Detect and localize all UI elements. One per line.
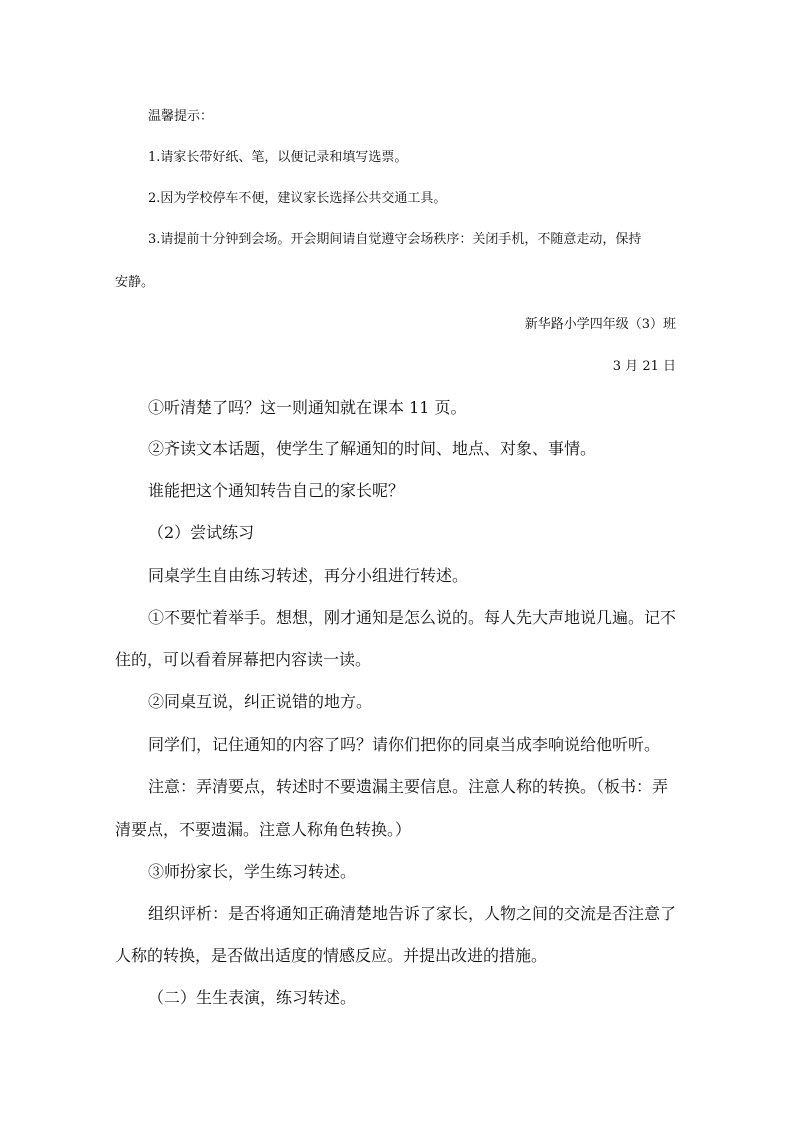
notice-tip-1: 1.请家长带好纸、笔，以便记录和填写选票。 xyxy=(148,150,408,165)
notice-signature: 新华路小学四年级（3）班 xyxy=(524,317,676,332)
body-paragraph-8: 同学们，记住通知的内容了吗？请你们把你的同桌当成李响说给他听听。 xyxy=(148,735,661,754)
body-paragraph-12: （二）生生表演，练习转述。 xyxy=(148,988,357,1007)
body-paragraph-4: （2）尝试练习 xyxy=(148,523,255,542)
body-paragraph-11-line-1: 组织评析：是否将通知正确清楚地告诉了家长，人物之间的交流是否注意了 xyxy=(148,904,677,923)
body-paragraph-5: 同桌学生自由练习转述，再分小组进行转述。 xyxy=(148,566,469,585)
body-paragraph-9-line-2: 清要点，不要遗漏。注意人称角色转换。） xyxy=(115,820,412,839)
notice-heading: 温馨提示： xyxy=(148,109,214,124)
body-paragraph-10: ③师扮家长，学生练习转述。 xyxy=(148,862,357,881)
body-paragraph-6-line-2: 住的，可以看着屏幕把内容读一读。 xyxy=(115,650,372,669)
notice-tip-2: 2.因为学校停车不便，建议家长选择公共交通工具。 xyxy=(148,191,447,206)
body-paragraph-2: ②齐读文本话题，使学生了解通知的时间、地点、对象、事情。 xyxy=(148,439,597,458)
body-paragraph-1: ①听清楚了吗？这一则通知就在课本 11 页。 xyxy=(148,398,467,417)
body-paragraph-11-line-2: 人称的转换，是否做出适度的情感反应。并提出改进的措施。 xyxy=(115,946,548,965)
body-paragraph-6-line-1: ①不要忙着举手。想想，刚才通知是怎么说的。每人先大声地说几遍。记不 xyxy=(148,608,677,627)
notice-tip-3-line-2: 安静。 xyxy=(115,275,155,290)
body-paragraph-3: 谁能把这个通知转告自己的家长呢？ xyxy=(148,481,405,500)
notice-date: 3 月 21 日 xyxy=(612,359,676,374)
notice-tip-3-line-1: 3.请提前十分钟到会场。开会期间请自觉遵守会场秩序：关闭手机，不随意走动，保持 xyxy=(148,232,642,247)
body-paragraph-7: ②同桌互说，纠正说错的地方。 xyxy=(148,692,373,711)
body-paragraph-9-line-1: 注意：弄清要点，转述时不要遗漏主要信息。注意人称的转换。（板书：弄 xyxy=(148,777,669,796)
